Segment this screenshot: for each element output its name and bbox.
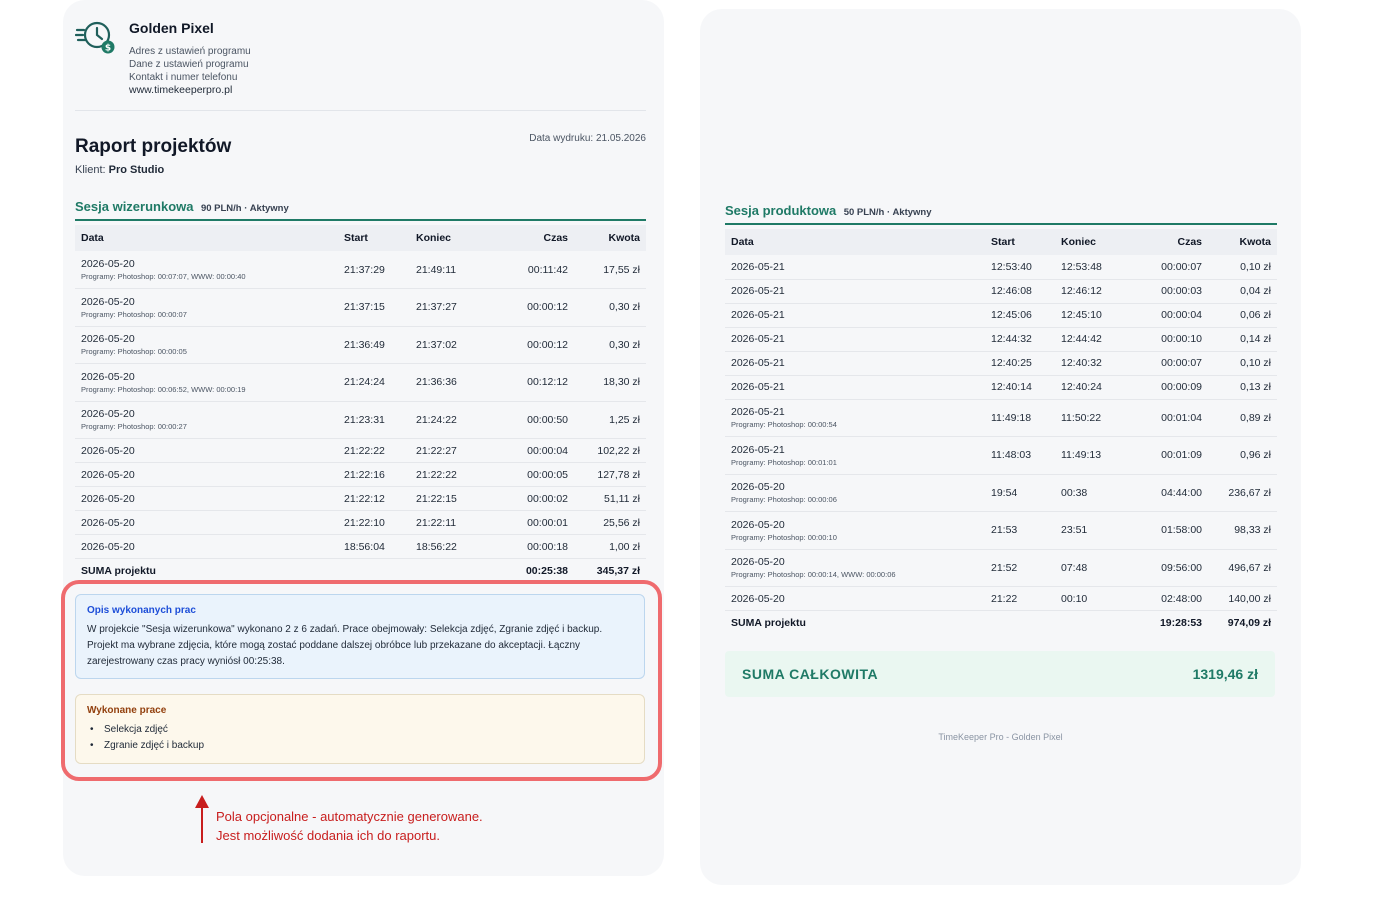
row-date: 2026-05-20 — [81, 444, 135, 457]
row-programs: Programy: Photoshop: 00:00:07 — [81, 309, 187, 319]
client-label: Klient: — [75, 164, 106, 176]
row-amount: 1,25 zł — [574, 401, 646, 439]
work-description-line: Projekt ma wybrane zdjęcia, które mogą zostać poddane dalszej obróbce lub przekazane do akceptacji. Łączny — [87, 640, 581, 651]
row-programs: Programy: Photoshop: 00:06:52, WWW: 00:00:19 — [81, 384, 246, 394]
table-row — [75, 463, 646, 487]
table-row — [725, 279, 1277, 303]
row-start: 21:53 — [985, 512, 1055, 550]
row-date: 2026-05-20 — [731, 592, 785, 605]
project-table — [725, 229, 1277, 635]
completed-works-title: Wykonane prace — [87, 705, 167, 716]
row-date-cell — [75, 364, 338, 402]
row-end: 21:37:27 — [410, 289, 494, 327]
sum-empty — [338, 559, 410, 583]
row-amount: 127,78 zł — [574, 463, 646, 487]
row-amount: 0,04 zł — [1208, 279, 1277, 303]
row-programs: Programy: Photoshop: 00:00:14, WWW: 00:00:06 — [731, 570, 896, 580]
project-heading — [75, 198, 646, 221]
row-date: 2026-05-21 — [731, 309, 785, 321]
row-time: 00:00:07 — [1135, 351, 1208, 375]
company-www: www.timekeeperpro.pl — [129, 84, 233, 96]
row-programs: Programy: Photoshop: 00:00:54 — [731, 420, 837, 430]
row-date: 2026-05-20 — [731, 481, 785, 494]
row-start: 21:24:24 — [338, 364, 410, 402]
row-date-cell — [725, 474, 985, 512]
grand-total-label: SUMA CAŁKOWITA — [742, 666, 879, 682]
row-time: 00:00:50 — [494, 401, 574, 439]
page-footer: TimeKeeper Pro - Golden Pixel — [938, 732, 1063, 742]
row-start: 21:36:49 — [338, 326, 410, 364]
row-start: 21:22:12 — [338, 487, 410, 511]
sum-amount: 345,37 zł — [596, 564, 640, 577]
completed-work-item: • Zgranie zdjęć i backup — [87, 738, 633, 754]
company-details — [129, 45, 251, 97]
project-sum-row — [725, 611, 1277, 635]
table-row — [725, 437, 1277, 475]
col-start: Start — [338, 225, 410, 251]
sum-time: 19:28:53 — [1159, 616, 1202, 629]
table-row — [75, 251, 646, 289]
row-date-cell — [75, 401, 338, 439]
row-date: 2026-05-21 — [731, 406, 785, 419]
row-end: 12:40:32 — [1055, 351, 1135, 375]
table-header-row — [725, 229, 1277, 255]
row-date: 2026-05-20 — [731, 518, 785, 531]
work-description-text — [87, 622, 633, 670]
col-end: Koniec — [1055, 229, 1135, 255]
table-row — [75, 487, 646, 511]
row-time: 00:00:02 — [494, 487, 574, 511]
table-row — [75, 511, 646, 535]
row-date: 2026-05-21 — [731, 333, 785, 345]
row-amount: 0,10 zł — [1208, 351, 1277, 375]
report-page-1 — [63, 0, 664, 876]
row-time: 00:12:12 — [494, 364, 574, 402]
row-start: 21:37:15 — [338, 289, 410, 327]
sum-time: 00:25:38 — [525, 564, 568, 577]
row-date-cell — [75, 511, 338, 535]
row-amount: 496,67 zł — [1208, 549, 1277, 587]
print-date: Data wydruku: 21.05.2026 — [529, 133, 646, 144]
row-date-cell — [725, 351, 985, 375]
row-date-cell — [725, 279, 985, 303]
row-amount: 102,22 zł — [574, 439, 646, 463]
row-programs: Programy: Photoshop: 00:00:27 — [81, 422, 187, 432]
row-start: 12:46:08 — [985, 279, 1055, 303]
table-row — [725, 255, 1277, 279]
completed-works-box — [75, 694, 645, 764]
row-end: 21:22:15 — [410, 487, 494, 511]
table-header-row — [75, 225, 646, 251]
row-end: 21:36:36 — [410, 364, 494, 402]
optional-fields-note-line: Pola opcjonalne - automatycznie generowane. — [216, 809, 483, 824]
row-start: 21:23:31 — [338, 401, 410, 439]
table-row — [725, 587, 1277, 611]
row-amount: 18,30 zł — [574, 364, 646, 402]
row-time: 02:48:00 — [1135, 587, 1208, 611]
grand-total-box — [725, 651, 1275, 697]
table-row — [725, 512, 1277, 550]
row-date-cell — [725, 375, 985, 399]
table-row — [725, 399, 1277, 437]
row-end: 12:53:48 — [1055, 255, 1135, 279]
row-date: 2026-05-20 — [81, 408, 135, 421]
table-row — [725, 351, 1277, 375]
row-date: 2026-05-20 — [81, 540, 135, 553]
row-end: 12:46:12 — [1055, 279, 1135, 303]
col-time: Czas — [1135, 229, 1208, 255]
row-start: 21:22 — [985, 587, 1055, 611]
row-time: 00:00:07 — [1135, 255, 1208, 279]
company-contact: Kontakt i numer telefonu — [129, 72, 238, 83]
row-date: 2026-05-20 — [81, 516, 135, 529]
col-date: Data — [75, 225, 338, 251]
row-end: 21:22:27 — [410, 439, 494, 463]
row-end: 21:24:22 — [410, 401, 494, 439]
row-time: 00:00:05 — [494, 463, 574, 487]
sum-label: SUMA projektu — [731, 616, 806, 629]
row-date-cell — [725, 549, 985, 587]
table-row — [725, 303, 1277, 327]
project-table — [75, 225, 646, 583]
row-date-cell — [725, 399, 985, 437]
row-end: 18:56:22 — [410, 535, 494, 559]
col-amount: Kwota — [574, 225, 646, 251]
row-end: 21:22:11 — [410, 511, 494, 535]
row-date-cell — [725, 327, 985, 351]
completed-works-list — [87, 722, 633, 754]
row-amount: 0,13 zł — [1208, 375, 1277, 399]
row-end: 12:45:10 — [1055, 303, 1135, 327]
project-title: Sesja wizerunkowa — [75, 199, 194, 214]
row-amount: 25,56 zł — [574, 511, 646, 535]
table-row — [725, 327, 1277, 351]
row-date-cell — [75, 251, 338, 289]
row-time: 00:01:04 — [1135, 399, 1208, 437]
row-amount: 17,55 zł — [574, 251, 646, 289]
sum-empty — [1055, 611, 1135, 635]
row-time: 09:56:00 — [1135, 549, 1208, 587]
row-amount: 0,30 zł — [574, 289, 646, 327]
table-row — [75, 289, 646, 327]
row-end: 21:22:22 — [410, 463, 494, 487]
row-start: 21:22:10 — [338, 511, 410, 535]
row-time: 00:00:10 — [1135, 327, 1208, 351]
row-time: 00:00:12 — [494, 289, 574, 327]
row-date: 2026-05-20 — [81, 468, 135, 481]
table-row — [75, 401, 646, 439]
sum-empty — [985, 611, 1055, 635]
row-amount: 0,96 zł — [1208, 437, 1277, 475]
table-row — [725, 474, 1277, 512]
row-start: 21:22:16 — [338, 463, 410, 487]
row-amount: 0,14 zł — [1208, 327, 1277, 351]
col-start: Start — [985, 229, 1055, 255]
row-end: 00:10 — [1055, 587, 1135, 611]
report-title: Raport projektów — [75, 136, 232, 157]
row-end: 21:37:02 — [410, 326, 494, 364]
row-date-cell — [75, 326, 338, 364]
col-time: Czas — [494, 225, 574, 251]
table-row — [75, 364, 646, 402]
row-amount: 0,10 zł — [1208, 255, 1277, 279]
table-row — [725, 549, 1277, 587]
row-time: 00:01:09 — [1135, 437, 1208, 475]
row-date: 2026-05-20 — [731, 556, 785, 569]
work-description-title: Opis wykonanych prac — [87, 605, 196, 616]
row-start: 12:40:25 — [985, 351, 1055, 375]
work-description-line: W projekcie "Sesja wizerunkowa" wykonano 2 z 6 zadań. Prace obejmowały: Selekcja zdjęć, Zgranie zdjęć i backup. — [87, 624, 603, 635]
row-start: 21:37:29 — [338, 251, 410, 289]
row-amount: 98,33 zł — [1208, 512, 1277, 550]
row-end: 07:48 — [1055, 549, 1135, 587]
row-programs: Programy: Photoshop: 00:00:10 — [731, 532, 837, 542]
row-start: 18:56:04 — [338, 535, 410, 559]
sum-empty — [410, 559, 494, 583]
row-start: 11:48:03 — [985, 437, 1055, 475]
report-page-2 — [700, 9, 1301, 885]
row-amount: 140,00 zł — [1208, 587, 1277, 611]
row-time: 00:00:03 — [1135, 279, 1208, 303]
row-amount: 0,06 zł — [1208, 303, 1277, 327]
row-end: 21:49:11 — [410, 251, 494, 289]
row-amount: 236,67 zł — [1208, 474, 1277, 512]
row-date-cell — [75, 439, 338, 463]
row-start: 12:40:14 — [985, 375, 1055, 399]
row-programs: Programy: Photoshop: 00:00:05 — [81, 347, 187, 357]
project-meta: 90 PLN/h · Aktywny — [200, 203, 289, 214]
row-date: 2026-05-20 — [81, 295, 135, 308]
row-date-cell — [75, 289, 338, 327]
row-programs: Programy: Photoshop: 00:00:06 — [731, 495, 837, 505]
row-date: 2026-05-21 — [731, 260, 785, 273]
row-date-cell — [725, 437, 985, 475]
row-amount: 0,30 zł — [574, 326, 646, 364]
row-date-cell — [725, 512, 985, 550]
row-amount: 1,00 zł — [574, 535, 646, 559]
row-date: 2026-05-20 — [81, 370, 135, 383]
row-end: 23:51 — [1055, 512, 1135, 550]
row-amount: 0,89 zł — [1208, 399, 1277, 437]
row-time: 01:58:00 — [1135, 512, 1208, 550]
sum-amount: 974,09 zł — [1227, 616, 1271, 629]
row-date-cell — [75, 535, 338, 559]
row-date: 2026-05-20 — [81, 492, 135, 505]
table-row — [725, 375, 1277, 399]
row-start: 12:53:40 — [985, 255, 1055, 279]
table-row — [75, 439, 646, 463]
row-date-cell — [75, 463, 338, 487]
row-date-cell — [725, 303, 985, 327]
project-meta: 50 PLN/h · Aktywny — [843, 207, 932, 218]
company-name: Golden Pixel — [129, 20, 214, 36]
row-programs: Programy: Photoshop: 00:01:01 — [731, 457, 837, 467]
row-time: 00:00:09 — [1135, 375, 1208, 399]
optional-fields-note-line: Jest możliwość dodania ich do raportu. — [216, 828, 441, 843]
table-row — [75, 326, 646, 364]
row-date: 2026-05-20 — [81, 333, 135, 346]
col-amount: Kwota — [1208, 229, 1277, 255]
table-row — [75, 535, 646, 559]
optional-fields-note — [216, 807, 483, 845]
row-time: 00:00:04 — [1135, 303, 1208, 327]
svg-text:$: $ — [104, 43, 112, 54]
project-sum-row — [75, 559, 646, 583]
row-time: 00:00:04 — [494, 439, 574, 463]
client-name: Pro Studio — [108, 164, 165, 176]
row-end: 11:49:13 — [1055, 437, 1135, 475]
sum-label: SUMA projektu — [81, 564, 156, 577]
row-date: 2026-05-21 — [731, 357, 785, 369]
project-title: Sesja produktowa — [725, 203, 837, 218]
row-start: 21:22:22 — [338, 439, 410, 463]
row-time: 00:00:12 — [494, 326, 574, 364]
completed-work-item: • Selekcja zdjęć — [87, 722, 633, 738]
company-data: Dane z ustawień programu — [129, 59, 249, 70]
col-end: Koniec — [410, 225, 494, 251]
row-date-cell — [725, 587, 985, 611]
row-end: 00:38 — [1055, 474, 1135, 512]
row-date: 2026-05-21 — [731, 381, 785, 393]
company-address: Adres z ustawień programu — [129, 46, 251, 57]
row-programs: Programy: Photoshop: 00:07:07, WWW: 00:00:40 — [81, 272, 246, 281]
row-date: 2026-05-21 — [731, 285, 785, 297]
row-time: 00:11:42 — [494, 251, 574, 289]
work-description-box — [75, 594, 645, 679]
clock-coin-icon — [75, 18, 117, 56]
row-time: 00:00:01 — [494, 511, 574, 535]
col-date: Data — [725, 229, 985, 255]
row-date-cell — [75, 487, 338, 511]
row-end: 11:50:22 — [1055, 399, 1135, 437]
row-date: 2026-05-21 — [731, 443, 785, 456]
header-divider — [75, 110, 646, 111]
work-description-line: zarejestrowany czas pracy wyniósł 00:25:38. — [87, 656, 285, 667]
row-end: 12:40:24 — [1055, 375, 1135, 399]
row-start: 19:54 — [985, 474, 1055, 512]
project-heading — [725, 202, 1277, 225]
row-amount: 51,11 zł — [574, 487, 646, 511]
row-start: 12:45:06 — [985, 303, 1055, 327]
row-start: 12:44:32 — [985, 327, 1055, 351]
arrow-shaft — [201, 806, 203, 843]
row-time: 00:00:18 — [494, 535, 574, 559]
row-start: 11:49:18 — [985, 399, 1055, 437]
client-line — [75, 164, 164, 176]
row-date: 2026-05-20 — [81, 258, 135, 270]
row-start: 21:52 — [985, 549, 1055, 587]
row-end: 12:44:42 — [1055, 327, 1135, 351]
grand-total-value: 1319,46 zł — [1192, 666, 1258, 682]
row-time: 04:44:00 — [1135, 474, 1208, 512]
row-date-cell — [725, 255, 985, 279]
